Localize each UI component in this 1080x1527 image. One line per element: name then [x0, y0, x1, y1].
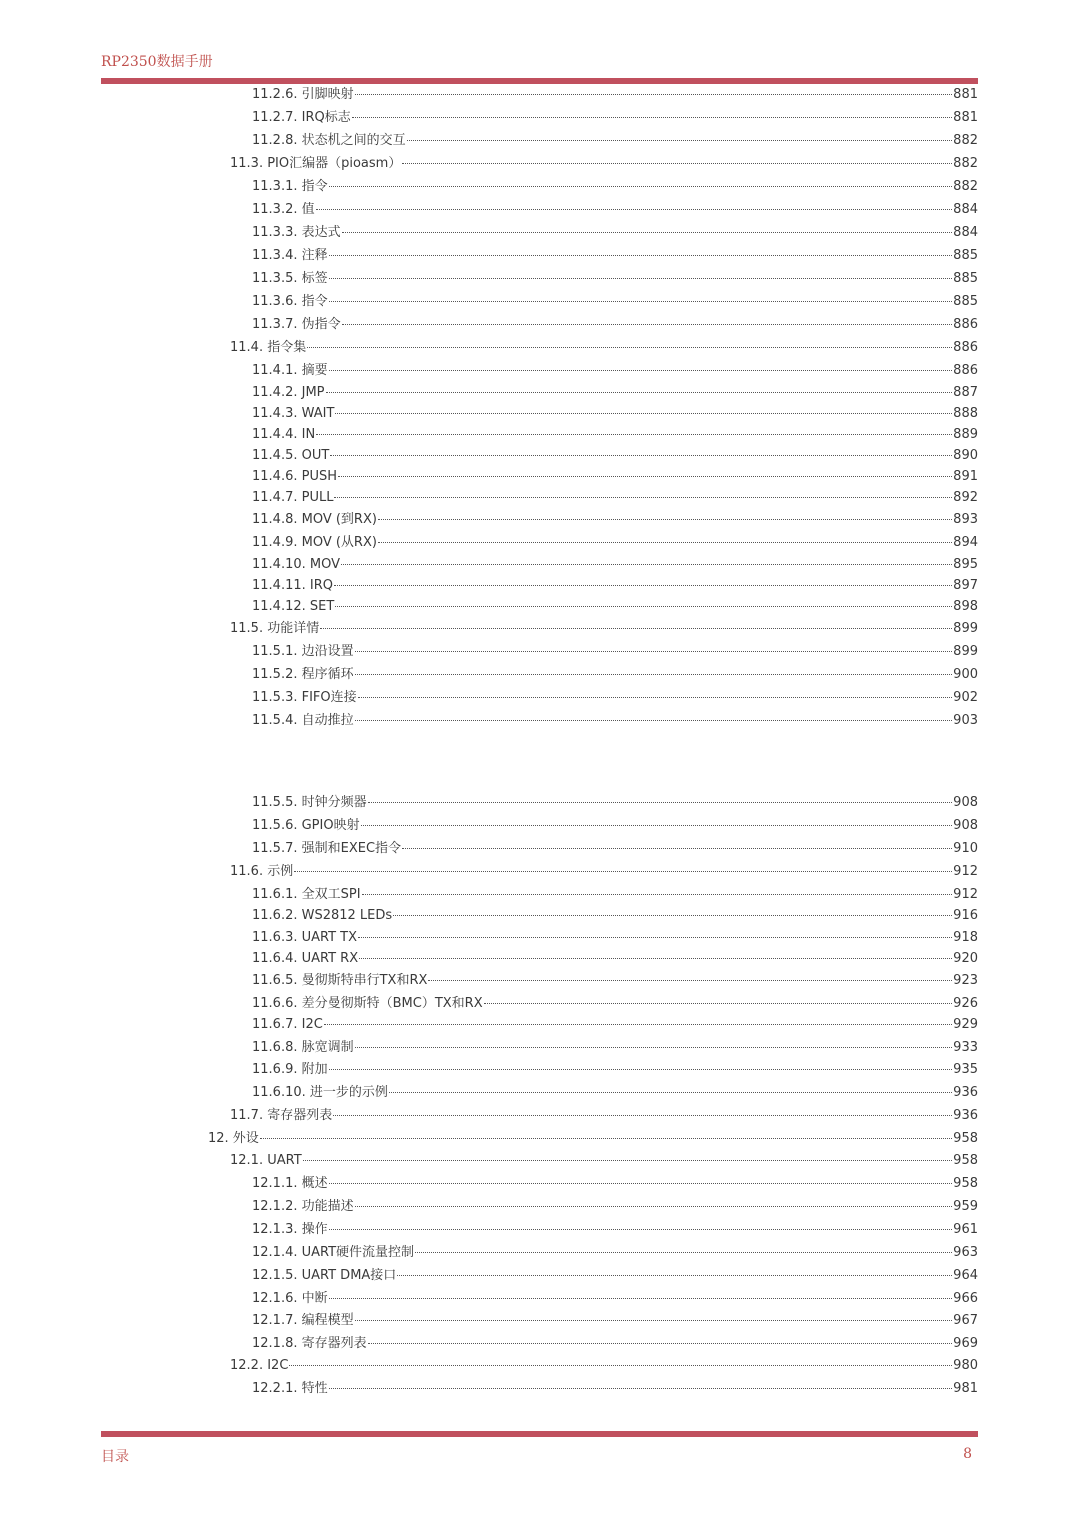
toc-entry[interactable] [252, 1243, 978, 1263]
toc-entry-page: 916 [953, 908, 978, 923]
toc-entry-page: 980 [953, 1358, 978, 1373]
toc-entry[interactable] [252, 994, 978, 1014]
toc-dot-leader [368, 1342, 953, 1344]
toc-dot-leader [407, 139, 953, 141]
toc-entry-title: 12.1.5. UART DMA接口 [252, 1268, 397, 1283]
toc-entry-title: 11.6.6. 差分曼彻斯特（BMC）TX和RX [252, 996, 483, 1011]
toc-entry[interactable] [230, 619, 978, 639]
toc-dot-leader [402, 162, 952, 164]
toc-entry[interactable] [252, 885, 978, 905]
toc-entry[interactable] [252, 315, 978, 335]
toc-dot-leader [320, 627, 952, 629]
header-title: RP2350数据手册 [101, 54, 213, 70]
toc-dot-leader [329, 1387, 953, 1389]
toc-entry-title: 11.6. 示例 [230, 864, 294, 879]
toc-entry-title: 11.4.9. MOV (从RX) [252, 535, 377, 550]
toc-dot-leader [334, 584, 952, 586]
toc-entry[interactable] [252, 555, 978, 575]
toc-entry-page: 888 [953, 406, 978, 421]
toc-dot-leader [316, 208, 953, 210]
toc-entry-title: 12.1.6. 中断 [252, 1291, 328, 1306]
toc-entry-title: 11.3.7. 伪指令 [252, 317, 341, 332]
toc-entry[interactable] [252, 425, 978, 445]
toc-dot-leader [341, 563, 952, 565]
toc-entry-page: 902 [953, 690, 978, 705]
toc-entry-title: 12. 外设 [208, 1131, 259, 1146]
toc-dot-leader [397, 1274, 952, 1276]
toc-entry[interactable] [252, 793, 978, 813]
toc-entry[interactable] [252, 1289, 978, 1309]
toc-dot-leader [329, 369, 953, 371]
toc-entry-title: 11.3.3. 表达式 [252, 225, 341, 240]
toc-entry[interactable] [252, 1197, 978, 1217]
toc-entry[interactable] [208, 1129, 978, 1149]
toc-entry[interactable] [252, 383, 978, 403]
toc-entry[interactable] [230, 1106, 978, 1126]
toc-dot-leader [355, 650, 953, 652]
toc-entry[interactable] [252, 1060, 978, 1080]
toc-entry[interactable] [252, 711, 978, 731]
toc-entry[interactable] [252, 223, 978, 243]
toc-entry-title: 12.2. I2C [230, 1358, 289, 1373]
toc-entry-page: 935 [953, 1062, 978, 1077]
toc-dot-leader [260, 1137, 952, 1139]
toc-entry[interactable] [252, 1311, 978, 1331]
toc-entry-page: 936 [953, 1108, 978, 1123]
toc-entry-page: 923 [953, 973, 978, 988]
toc-entry[interactable] [252, 949, 978, 969]
toc-dot-leader [355, 673, 953, 675]
toc-dot-leader [355, 1046, 953, 1048]
toc-dot-leader [361, 824, 953, 826]
toc-entry-title: 12.1.8. 寄存器列表 [252, 1336, 367, 1351]
toc-dot-leader [342, 323, 953, 325]
toc-entry[interactable] [230, 1356, 978, 1376]
toc-entry-page: 908 [953, 795, 978, 810]
toc-entry-page: 885 [953, 271, 978, 286]
toc-entry-title: 12.1. UART [230, 1153, 302, 1168]
toc-dot-leader [402, 847, 952, 849]
toc-entry-page: 897 [953, 578, 978, 593]
toc-entry[interactable] [252, 1379, 978, 1399]
toc-entry-page: 958 [953, 1131, 978, 1146]
toc-dot-leader [329, 300, 953, 302]
toc-entry-title: 11.4.10. MOV [252, 557, 340, 572]
toc-dot-leader [352, 116, 952, 118]
toc-entry-page: 910 [953, 841, 978, 856]
toc-entry-page: 891 [953, 469, 978, 484]
toc-dot-leader [294, 870, 952, 872]
toc-entry-title: 11.2.8. 状态机之间的交互 [252, 133, 406, 148]
toc-entry-page: 963 [953, 1245, 978, 1260]
toc-entry[interactable] [252, 816, 978, 836]
toc-entry-page: 936 [953, 1085, 978, 1100]
toc-entry-title: 11.4.12. SET [252, 599, 335, 614]
toc-entry-page: 959 [953, 1199, 978, 1214]
toc-entry-page: 912 [953, 864, 978, 879]
toc-entry-title: 11.4.1. 摘要 [252, 363, 328, 378]
toc-entry[interactable] [252, 1334, 978, 1354]
toc-entry[interactable] [252, 177, 978, 197]
toc-dot-leader [378, 518, 952, 520]
toc-entry-page: 887 [953, 385, 978, 400]
toc-entry-title: 11.5.4. 自动推拉 [252, 713, 354, 728]
toc-dot-leader [324, 1023, 952, 1025]
toc-dot-leader [484, 1002, 953, 1004]
toc-dot-leader [355, 719, 953, 721]
toc-dot-leader [358, 696, 953, 698]
toc-entry-title: 11.3.5. 标签 [252, 271, 328, 286]
toc-entry[interactable] [252, 467, 978, 487]
toc-dot-leader [389, 1091, 952, 1093]
toc-entry-page: 926 [953, 996, 978, 1011]
toc-entry[interactable] [230, 862, 978, 882]
toc-entry-page: 967 [953, 1313, 978, 1328]
toc-entry-page: 958 [953, 1153, 978, 1168]
toc-entry-title: 11.5.3. FIFO连接 [252, 690, 357, 705]
toc-entry-page: 958 [953, 1176, 978, 1191]
toc-entry-title: 11.4.4. IN [252, 427, 316, 442]
toc-entry[interactable] [252, 510, 978, 530]
toc-entry[interactable] [252, 108, 978, 128]
toc-entry-title: 12.1.7. 编程模型 [252, 1313, 354, 1328]
toc-dot-leader [415, 1251, 952, 1253]
toc-entry-page: 890 [953, 448, 978, 463]
toc-entry[interactable] [252, 85, 978, 105]
toc-entry-page: 894 [953, 535, 978, 550]
toc-entry-title: 11.6.8. 脉宽调制 [252, 1040, 354, 1055]
toc-entry[interactable] [252, 971, 978, 991]
toc-dot-leader [355, 1205, 953, 1207]
toc-dot-leader [362, 893, 953, 895]
toc-entry-title: 11.4.7. PULL [252, 490, 334, 505]
toc-entry-title: 11.5.1. 边沿设置 [252, 644, 354, 659]
toc-dot-leader [359, 957, 952, 959]
toc-dot-leader [368, 801, 953, 803]
toc-entry-page: 920 [953, 951, 978, 966]
toc-entry[interactable] [252, 533, 978, 553]
toc-entry[interactable] [252, 1174, 978, 1194]
toc-dot-leader [303, 1159, 953, 1161]
toc-entry[interactable] [252, 928, 978, 948]
toc-dot-leader [338, 475, 952, 477]
toc-entry[interactable] [252, 1083, 978, 1103]
toc-entry-page: 886 [953, 317, 978, 332]
toc-dot-leader [393, 914, 952, 916]
toc-entry-page: 918 [953, 930, 978, 945]
toc-entry[interactable] [252, 642, 978, 662]
toc-entry-page: 908 [953, 818, 978, 833]
toc-entry[interactable] [252, 576, 978, 596]
toc-entry[interactable] [252, 446, 978, 466]
toc-entry-title: 11.3.1. 指令 [252, 179, 328, 194]
toc-dot-leader [329, 254, 953, 256]
toc-dot-leader [329, 277, 953, 279]
toc-entry-page: 885 [953, 248, 978, 263]
toc-entry-title: 11.5.7. 强制和EXEC指令 [252, 841, 402, 856]
toc-entry-page: 929 [953, 1017, 978, 1032]
toc-entry[interactable] [252, 597, 978, 617]
toc-entry[interactable] [252, 839, 978, 859]
toc-entry[interactable] [252, 688, 978, 708]
toc-entry-title: 11.4. 指令集 [230, 340, 307, 355]
toc-entry-title: 12.2.1. 特性 [252, 1381, 328, 1396]
toc-entry-title: 11.5.6. GPIO映射 [252, 818, 360, 833]
toc-entry-title: 11.4.6. PUSH [252, 469, 337, 484]
toc-dot-leader [428, 979, 952, 981]
toc-entry[interactable] [252, 1038, 978, 1058]
toc-entry[interactable] [252, 1015, 978, 1035]
toc-entry-page: 981 [953, 1381, 978, 1396]
toc-entry-title: 11.4.8. MOV (到RX) [252, 512, 377, 527]
toc-entry-title: 12.1.3. 操作 [252, 1222, 328, 1237]
toc-entry-page: 884 [953, 225, 978, 240]
toc-entry-page: 881 [953, 110, 978, 125]
toc-entry-title: 11.6.2. WS2812 LEDs [252, 908, 393, 923]
toc-dot-leader [355, 93, 953, 95]
toc-dot-leader [329, 1297, 953, 1299]
footer-section-label: 目录 [101, 1449, 129, 1465]
footer-rule [101, 1431, 978, 1437]
toc-dot-leader [378, 541, 952, 543]
toc-dot-leader [316, 433, 952, 435]
toc-dot-leader [307, 346, 952, 348]
toc-entry-page: 886 [953, 363, 978, 378]
toc-entry[interactable] [252, 131, 978, 151]
toc-entry-page: 899 [953, 621, 978, 636]
toc-entry[interactable] [252, 488, 978, 508]
toc-entry[interactable] [252, 200, 978, 220]
page-number: 8 [963, 1446, 972, 1462]
toc-entry-page: 966 [953, 1291, 978, 1306]
toc-entry-title: 11.2.6. 引脚映射 [252, 87, 354, 102]
toc-dot-leader [334, 496, 952, 498]
toc-dot-leader [330, 454, 952, 456]
toc-dot-leader [329, 1182, 953, 1184]
toc-entry[interactable] [252, 906, 978, 926]
toc-entry-title: 11.5.2. 程序循环 [252, 667, 354, 682]
toc-dot-leader [335, 412, 952, 414]
toc-entry-title: 11.6.5. 曼彻斯特串行TX和RX [252, 973, 428, 988]
toc-entry-title: 11.2.7. IRQ标志 [252, 110, 351, 125]
toc-entry-title: 11.5. 功能详情 [230, 621, 320, 636]
toc-entry[interactable] [230, 1151, 978, 1171]
toc-entry-title: 12.1.2. 功能描述 [252, 1199, 354, 1214]
toc-entry-page: 889 [953, 427, 978, 442]
toc-entry-title: 11.5.5. 时钟分频器 [252, 795, 367, 810]
toc-entry-title: 11.4.11. IRQ [252, 578, 333, 593]
toc-dot-leader [329, 1068, 953, 1070]
toc-dot-leader [329, 1228, 953, 1230]
toc-entry-page: 882 [953, 133, 978, 148]
toc-entry-page: 893 [953, 512, 978, 527]
toc-entry[interactable] [252, 665, 978, 685]
toc-entry-title: 11.4.5. OUT [252, 448, 330, 463]
toc-entry-title: 11.3.2. 值 [252, 202, 315, 217]
toc-entry-title: 12.1.4. UART硬件流量控制 [252, 1245, 415, 1260]
toc-entry-page: 884 [953, 202, 978, 217]
toc-entry-page: 892 [953, 490, 978, 505]
toc-entry-title: 11.6.9. 附加 [252, 1062, 328, 1077]
toc-dot-leader [355, 1319, 953, 1321]
toc-entry[interactable] [252, 1266, 978, 1286]
toc-entry-title: 11.6.10. 进一步的示例 [252, 1085, 388, 1100]
toc-entry-page: 899 [953, 644, 978, 659]
toc-entry-title: 11.6.1. 全双工SPI [252, 887, 361, 902]
toc-dot-leader [326, 391, 953, 393]
toc-entry-page: 886 [953, 340, 978, 355]
toc-entry[interactable] [252, 361, 978, 381]
toc-entry-title: 11.6.4. UART RX [252, 951, 359, 966]
toc-dot-leader [335, 605, 952, 607]
toc-dot-leader [289, 1364, 952, 1366]
toc-entry[interactable] [252, 1220, 978, 1240]
toc-entry[interactable] [230, 338, 978, 358]
toc-entry-page: 900 [953, 667, 978, 682]
toc-dot-leader [342, 231, 953, 233]
toc-entry-page: 961 [953, 1222, 978, 1237]
toc-entry-page: 895 [953, 557, 978, 572]
toc-entry-page: 898 [953, 599, 978, 614]
toc-entry-page: 882 [953, 179, 978, 194]
toc-entry-title: 12.1.1. 概述 [252, 1176, 328, 1191]
toc-entry-title: 11.4.2. JMP [252, 385, 325, 400]
toc-entry-page: 903 [953, 713, 978, 728]
toc-entry-title: 11.6.3. UART TX [252, 930, 358, 945]
toc-entry[interactable] [252, 404, 978, 424]
toc-entry-title: 11.3.4. 注释 [252, 248, 328, 263]
toc-entry-title: 11.4.3. WAIT [252, 406, 335, 421]
toc-dot-leader [358, 936, 952, 938]
toc-entry-page: 912 [953, 887, 978, 902]
toc-dot-leader [333, 1114, 952, 1116]
toc-entry-title: 11.3. PIO汇编器（pioasm） [230, 156, 402, 171]
toc-entry-page: 933 [953, 1040, 978, 1055]
toc-dot-leader [329, 185, 953, 187]
toc-entry-page: 969 [953, 1336, 978, 1351]
toc-entry-page: 885 [953, 294, 978, 309]
toc-entry-page: 882 [953, 156, 978, 171]
toc-entry-title: 11.7. 寄存器列表 [230, 1108, 333, 1123]
toc-entry-title: 11.6.7. I2C [252, 1017, 323, 1032]
toc-entry[interactable] [252, 246, 978, 266]
toc-entry[interactable] [252, 292, 978, 312]
toc-entry[interactable] [252, 269, 978, 289]
toc-entry-title: 11.3.6. 指令 [252, 294, 328, 309]
toc-entry-page: 881 [953, 87, 978, 102]
toc-entry-page: 964 [953, 1268, 978, 1283]
toc-entry[interactable] [230, 154, 978, 174]
